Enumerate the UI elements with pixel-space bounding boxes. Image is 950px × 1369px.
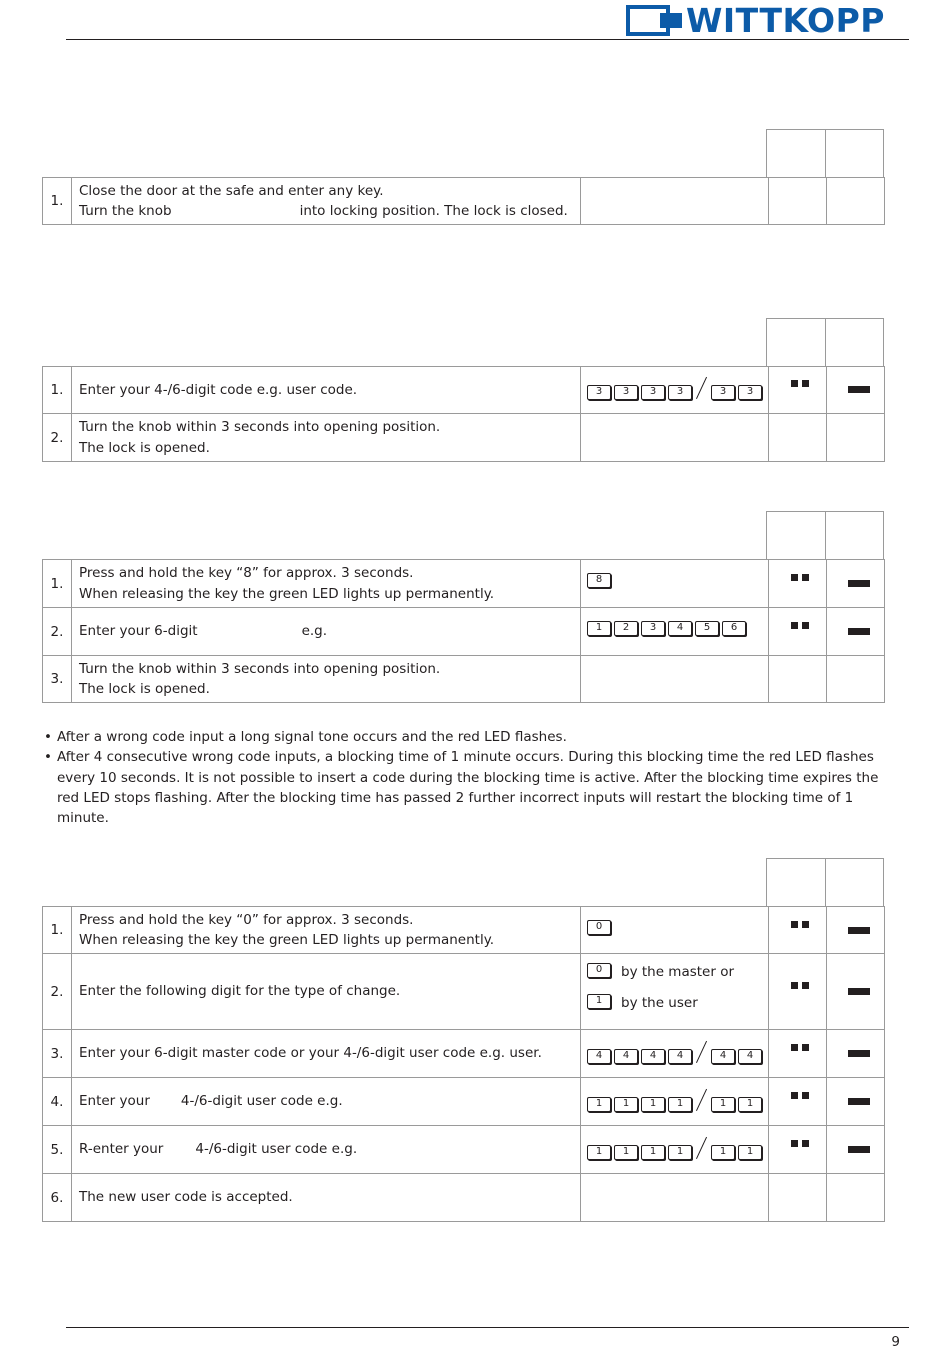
step-number: 3. [50,1045,64,1062]
key-icon: 1 [614,1145,638,1160]
key-sequence [580,1126,768,1173]
table-row [42,607,885,656]
key-icon: 1 [614,1097,638,1112]
key-sequence [580,1078,768,1125]
page-number: 9 [891,1334,900,1350]
notes-list [44,727,894,828]
slash-icon [695,1138,709,1160]
table-row [42,177,885,225]
red-led-cell [826,1030,884,1077]
led-blink-icon [791,380,809,387]
key-icon: 1 [587,994,611,1009]
key-icon: 4 [641,1049,665,1064]
step-number: 1. [50,382,64,398]
note-item: • After a wrong code input a long signal tone occurs and the red LED flashes. [44,727,894,747]
option-label: by the master or [621,964,735,980]
key-icon: 4 [614,1049,638,1064]
slash-icon [695,1042,709,1064]
key-icon: 4 [587,1049,611,1064]
key-sequence [580,907,768,953]
table-row [42,1077,885,1126]
table-row [42,906,885,954]
key-icon: 4 [668,621,692,636]
slash-icon [695,378,709,400]
table-row [42,655,885,703]
led-on-icon [848,927,870,934]
table-row [42,1173,885,1222]
key-icon: 3 [738,385,762,400]
table-row [42,1029,885,1078]
red-led-cell [826,560,884,607]
key-icon: 6 [722,621,746,636]
key-icon: 1 [711,1097,735,1112]
step-number: 1. [50,922,64,938]
key-icon: 1 [738,1145,762,1160]
key-options [580,954,768,1029]
note-item: • After 4 consecutive wrong code inputs, a blocking time of 1 minute occurs. During this blocking time the red LED flashes every 10 seconds. It is not possible to insert a code during the blocking time is active. After the blocking time expires the red LED stops flashing. After the blocking time has passed 2 further incorrect inputs will restart the blocking time of 1 minute. [44,747,894,828]
logo-mark-icon [626,4,682,38]
key-icon: 2 [614,621,638,636]
led-blink-icon [791,574,809,581]
green-led-cell [768,907,826,953]
key-sequence [580,560,768,607]
led-on-icon [848,580,870,587]
green-led-cell [768,954,826,1029]
step-text: Enter your 6-digit e.g. [71,608,580,655]
green-led-cell [768,367,826,413]
led-on-icon [848,988,870,995]
key-icon: 3 [711,385,735,400]
green-led-cell [768,1078,826,1125]
key-icon: 4 [711,1049,735,1064]
step-text: Press and hold the key “8” for approx. 3 seconds. When releasing the key the green LED lights up permanently. [71,560,580,607]
green-led-cell [768,1030,826,1077]
key-icon: 5 [695,621,719,636]
key-icon: 1 [711,1145,735,1160]
key-icon: 1 [587,621,611,636]
step-text: Turn the knob within 3 seconds into opening position. The lock is opened. [71,414,580,461]
option-label: by the user [621,995,698,1011]
step-text: Enter your 4-/6-digit user code e.g. [71,1078,580,1125]
key-icon: 3 [641,385,665,400]
led-blink-icon [791,1092,809,1099]
step-number: 6. [50,1189,64,1206]
led-header [766,318,884,366]
step-text: Enter the following digit for the type of change. [71,954,580,1029]
led-on-icon [848,1050,870,1057]
key-sequence [580,1030,768,1077]
red-led-cell [826,367,884,413]
red-led-cell [826,954,884,1029]
key-icon: 4 [738,1049,762,1064]
table-row [42,366,885,414]
key-icon: 1 [668,1097,692,1112]
green-led-cell [768,608,826,655]
key-icon: 3 [668,385,692,400]
key-icon: 0 [587,920,611,935]
key-icon: 8 [587,573,611,588]
led-header [766,511,884,559]
step-text: Press and hold the key “0” for approx. 3 seconds. When releasing the key the green LED lights up permanently. [71,907,580,953]
key-icon: 3 [641,621,665,636]
step-number: 5. [50,1141,64,1158]
red-led-cell [826,1126,884,1173]
key-icon: 0 [587,963,611,978]
table-row [42,953,885,1030]
led-blink-icon [791,921,809,928]
key-icon: 4 [668,1049,692,1064]
table-row [42,413,885,462]
led-on-icon [848,1146,870,1153]
key-icon: 1 [641,1097,665,1112]
wittkopp-logo [626,1,911,40]
header-rule [66,39,909,40]
led-on-icon [848,1098,870,1105]
key-icon: 3 [587,385,611,400]
step-number: 2. [50,429,64,446]
led-header [766,858,884,906]
step-text: The new user code is accepted. [71,1174,580,1221]
step-text: Enter your 6-digit master code or your 4-/6-digit user code e.g. user. [71,1030,580,1077]
step-text: Enter your 4-/6-digit code e.g. user code. [71,367,580,413]
led-on-icon [848,628,870,635]
step-number: 3. [50,671,64,687]
step-text: R-enter your 4-/6-digit user code e.g. [71,1126,580,1173]
led-blink-icon [791,622,809,629]
led-header [766,129,884,177]
key-sequence [580,608,768,655]
key-icon: 1 [587,1145,611,1160]
led-blink-icon [791,1140,809,1147]
key-icon: 1 [641,1145,665,1160]
step-number: 1. [50,575,64,592]
red-led-cell [826,1078,884,1125]
step-number: 4. [50,1093,64,1110]
led-blink-icon [791,1044,809,1051]
step-number: 2. [50,983,64,1000]
footer-rule [66,1327,909,1328]
red-led-cell [826,608,884,655]
led-blink-icon [791,982,809,989]
table-row [42,1125,885,1174]
green-led-cell [768,1126,826,1173]
red-led-cell [826,907,884,953]
key-icon: 1 [738,1097,762,1112]
led-on-icon [848,386,870,393]
green-led-cell [768,560,826,607]
step-text: Close the door at the safe and enter any key. Turn the knob into locking position. The lock is closed. [71,178,580,224]
key-icon: 3 [614,385,638,400]
step-number: 1. [50,193,64,209]
slash-icon [695,1090,709,1112]
table-row [42,559,885,608]
key-icon: 1 [668,1145,692,1160]
key-sequence [580,367,768,413]
logo-wordmark: WITTKOPP [686,1,885,40]
step-number: 2. [50,623,64,640]
key-icon: 1 [587,1097,611,1112]
step-text: Turn the knob within 3 seconds into opening position. The lock is opened. [71,656,580,702]
